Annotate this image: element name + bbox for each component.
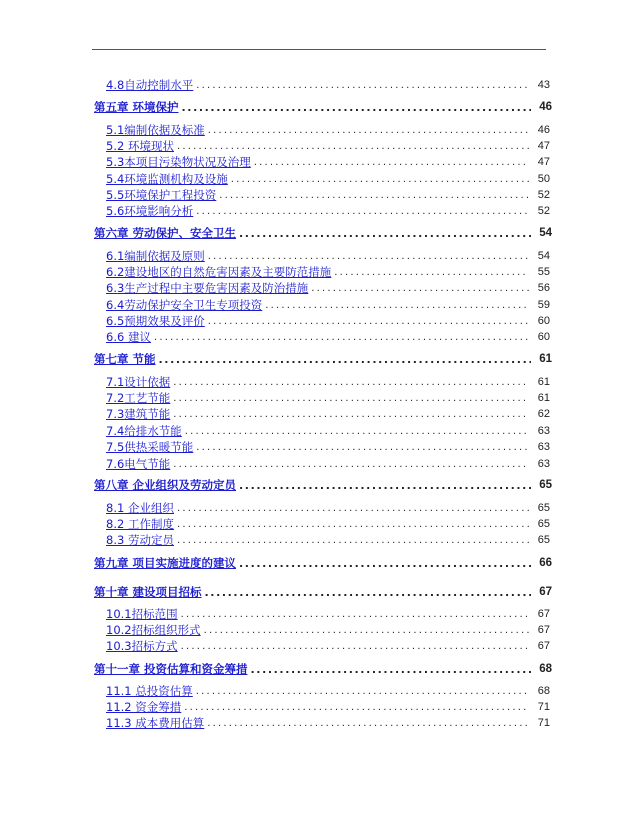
toc-page-number: 67 bbox=[539, 586, 552, 598]
toc-chapter[interactable] bbox=[94, 660, 552, 676]
toc-page-number: 47 bbox=[537, 140, 550, 152]
toc-page-number: 63 bbox=[537, 441, 550, 453]
toc-entry-title[interactable]: 7.1设计依据 bbox=[106, 375, 171, 389]
toc-page-number: 66 bbox=[539, 557, 552, 569]
toc-leader bbox=[184, 702, 529, 714]
toc-entry[interactable] bbox=[106, 405, 550, 421]
toc-entry[interactable] bbox=[106, 422, 550, 438]
toc-leader bbox=[173, 393, 529, 405]
toc-leader bbox=[205, 587, 531, 599]
toc-leader bbox=[173, 409, 529, 421]
toc-entry-title[interactable]: 7.2工艺节能 bbox=[106, 391, 171, 405]
toc-leader bbox=[334, 267, 529, 279]
toc-chapter-title[interactable]: 第七章 节能 bbox=[94, 352, 156, 366]
toc-page-number: 52 bbox=[537, 205, 550, 217]
header-rule bbox=[92, 49, 546, 50]
toc-entry-title[interactable]: 5.2 环境现状 bbox=[106, 139, 174, 153]
toc-leader bbox=[208, 316, 529, 328]
toc-entry[interactable] bbox=[106, 170, 550, 186]
toc-chapter[interactable] bbox=[94, 583, 552, 599]
toc-leader bbox=[196, 80, 529, 92]
toc-entry-title[interactable]: 11.2 资金筹措 bbox=[106, 700, 182, 714]
toc-entry[interactable] bbox=[106, 714, 550, 730]
toc-entry[interactable] bbox=[106, 328, 550, 344]
toc-entry[interactable] bbox=[106, 637, 550, 653]
toc-entry[interactable] bbox=[106, 455, 550, 471]
toc-chapter[interactable] bbox=[94, 98, 552, 114]
toc-leader bbox=[239, 228, 531, 240]
toc-page-number: 61 bbox=[537, 376, 550, 388]
toc-entry-title[interactable]: 10.1招标范围 bbox=[106, 607, 178, 621]
toc-entry-title[interactable]: 6.4劳动保护安全卫生专项投资 bbox=[106, 298, 263, 312]
toc-page-number: 59 bbox=[537, 299, 550, 311]
toc-page-number: 67 bbox=[537, 640, 550, 652]
toc-leader bbox=[182, 102, 531, 114]
toc-leader bbox=[159, 354, 531, 366]
toc-entry-title[interactable]: 10.2招标组织形式 bbox=[106, 623, 201, 637]
toc-leader bbox=[181, 641, 529, 653]
toc-entry-title[interactable]: 7.3建筑节能 bbox=[106, 407, 171, 421]
toc-entry[interactable] bbox=[106, 438, 550, 454]
toc-entry[interactable] bbox=[106, 137, 550, 153]
toc-page-number: 67 bbox=[537, 608, 550, 620]
toc-page-number: 47 bbox=[537, 156, 550, 168]
toc-entry[interactable] bbox=[106, 389, 550, 405]
toc-entry-title[interactable]: 8.3 劳动定员 bbox=[106, 533, 174, 547]
toc-entry-title[interactable]: 11.3 成本费用估算 bbox=[106, 716, 205, 730]
toc-entry-title[interactable]: 7.4给排水节能 bbox=[106, 424, 182, 438]
toc-chapter[interactable] bbox=[94, 224, 552, 240]
toc-leader bbox=[154, 332, 529, 344]
toc-entry[interactable] bbox=[106, 263, 550, 279]
toc-chapter-title[interactable]: 第八章 企业组织及劳动定员 bbox=[94, 478, 237, 492]
toc-entry-title[interactable]: 4.8自动控制水平 bbox=[106, 78, 194, 92]
toc-entry[interactable] bbox=[106, 698, 550, 714]
toc-page-number: 71 bbox=[537, 717, 550, 729]
toc-chapter-title[interactable]: 第五章 环境保护 bbox=[94, 100, 179, 114]
toc-page-number: 60 bbox=[537, 331, 550, 343]
toc-entry[interactable] bbox=[106, 121, 550, 137]
toc-entry[interactable] bbox=[106, 605, 550, 621]
toc-entry-title[interactable]: 6.2建设地区的自然危害因素及主要防范措施 bbox=[106, 265, 332, 279]
toc-entry-title[interactable]: 5.1编制依据及标准 bbox=[106, 123, 205, 137]
toc-chapter[interactable] bbox=[94, 554, 552, 570]
toc-entry[interactable] bbox=[106, 515, 550, 531]
toc-leader bbox=[208, 251, 529, 263]
toc-page-number: 61 bbox=[537, 392, 550, 404]
toc-leader bbox=[196, 442, 529, 454]
toc-entry[interactable] bbox=[106, 373, 550, 389]
toc-entry-title[interactable]: 5.4环境监测机构及设施 bbox=[106, 172, 228, 186]
toc-chapter-title[interactable]: 第十一章 投资估算和资金筹措 bbox=[94, 662, 248, 676]
toc-leader bbox=[239, 558, 531, 570]
toc-entry[interactable] bbox=[106, 296, 550, 312]
toc-chapter-title[interactable]: 第六章 劳动保护、安全卫生 bbox=[94, 226, 237, 240]
toc-page-number: 65 bbox=[537, 534, 550, 546]
toc-leader bbox=[196, 686, 529, 698]
toc-page-number: 52 bbox=[537, 189, 550, 201]
toc-leader bbox=[311, 283, 529, 295]
toc-entry-title[interactable]: 5.5环境保护工程投资 bbox=[106, 188, 217, 202]
toc-page-number: 65 bbox=[537, 502, 550, 514]
toc-entry[interactable] bbox=[106, 76, 550, 92]
toc-page-number: 46 bbox=[537, 124, 550, 136]
toc-entry[interactable] bbox=[106, 202, 550, 218]
toc-chapter-title[interactable]: 第九章 项目实施进度的建议 bbox=[94, 556, 237, 570]
toc-page-number: 63 bbox=[537, 458, 550, 470]
toc-page-number: 65 bbox=[537, 518, 550, 530]
toc-entry[interactable] bbox=[106, 279, 550, 295]
toc-entry[interactable] bbox=[106, 312, 550, 328]
toc-leader bbox=[181, 609, 529, 621]
toc-entry-title[interactable]: 5.6环境影响分析 bbox=[106, 204, 194, 218]
toc-entry-title[interactable]: 7.5供热采暖节能 bbox=[106, 440, 194, 454]
toc-entry-title[interactable]: 10.3招标方式 bbox=[106, 639, 178, 653]
toc-entry-title[interactable]: 11.1 总投资估算 bbox=[106, 684, 193, 698]
toc-page-number: 62 bbox=[537, 408, 550, 420]
toc-chapter[interactable] bbox=[94, 476, 552, 492]
toc-entry[interactable] bbox=[106, 186, 550, 202]
toc-page-number: 54 bbox=[537, 250, 550, 262]
toc-entry[interactable] bbox=[106, 531, 550, 547]
toc-page-number: 60 bbox=[537, 315, 550, 327]
toc-leader bbox=[196, 206, 529, 218]
toc-leader bbox=[254, 157, 529, 169]
toc-page-number: 54 bbox=[539, 227, 552, 239]
toc-page-number: 63 bbox=[537, 425, 550, 437]
toc-entry[interactable] bbox=[106, 682, 550, 698]
toc-page-number: 68 bbox=[537, 685, 550, 697]
toc-leader bbox=[231, 174, 529, 186]
toc-entry-title[interactable]: 8.2 工作制度 bbox=[106, 517, 174, 531]
toc-entry[interactable] bbox=[106, 247, 550, 263]
toc-leader bbox=[185, 426, 529, 438]
toc-entry-title[interactable]: 6.3生产过程中主要危害因素及防治措施 bbox=[106, 281, 309, 295]
toc-leader bbox=[177, 519, 529, 531]
toc-entry-title[interactable]: 6.5预期效果及评价 bbox=[106, 314, 205, 328]
toc-chapter-title[interactable]: 第十章 建设项目招标 bbox=[94, 585, 202, 599]
toc-page-number: 50 bbox=[537, 173, 550, 185]
toc-page-number: 43 bbox=[537, 79, 550, 91]
toc-entry-title[interactable]: 8.1 企业组织 bbox=[106, 501, 174, 515]
toc-entry-title[interactable]: 7.6电气节能 bbox=[106, 457, 171, 471]
toc-page-number: 68 bbox=[539, 663, 552, 675]
toc-leader bbox=[265, 300, 529, 312]
toc-entry-title[interactable]: 5.3本项目污染物状况及治理 bbox=[106, 155, 251, 169]
toc-leader bbox=[239, 480, 531, 492]
toc-leader bbox=[177, 535, 529, 547]
toc-leader bbox=[173, 459, 529, 471]
toc-page-number: 65 bbox=[539, 479, 552, 491]
toc-chapter[interactable] bbox=[94, 350, 552, 366]
toc-page-number: 71 bbox=[537, 701, 550, 713]
toc-leader bbox=[177, 141, 529, 153]
toc-entry-title[interactable]: 6.1编制依据及原则 bbox=[106, 249, 205, 263]
toc-leader bbox=[204, 625, 529, 637]
toc-page-number: 61 bbox=[539, 353, 552, 365]
toc-entry[interactable] bbox=[106, 499, 550, 515]
toc-page-number: 55 bbox=[537, 266, 550, 278]
toc-entry[interactable] bbox=[106, 153, 550, 169]
toc-leader bbox=[208, 125, 529, 137]
toc-entry-title[interactable]: 6.6 建议 bbox=[106, 330, 151, 344]
toc-leader bbox=[207, 718, 529, 730]
toc-leader bbox=[173, 377, 529, 389]
toc-page-number: 56 bbox=[537, 282, 550, 294]
toc-leader bbox=[219, 190, 529, 202]
toc-entry[interactable] bbox=[106, 621, 550, 637]
toc-leader bbox=[251, 664, 531, 676]
toc-leader bbox=[177, 503, 529, 515]
toc-page-number: 46 bbox=[539, 101, 552, 113]
toc-page-number: 67 bbox=[537, 624, 550, 636]
